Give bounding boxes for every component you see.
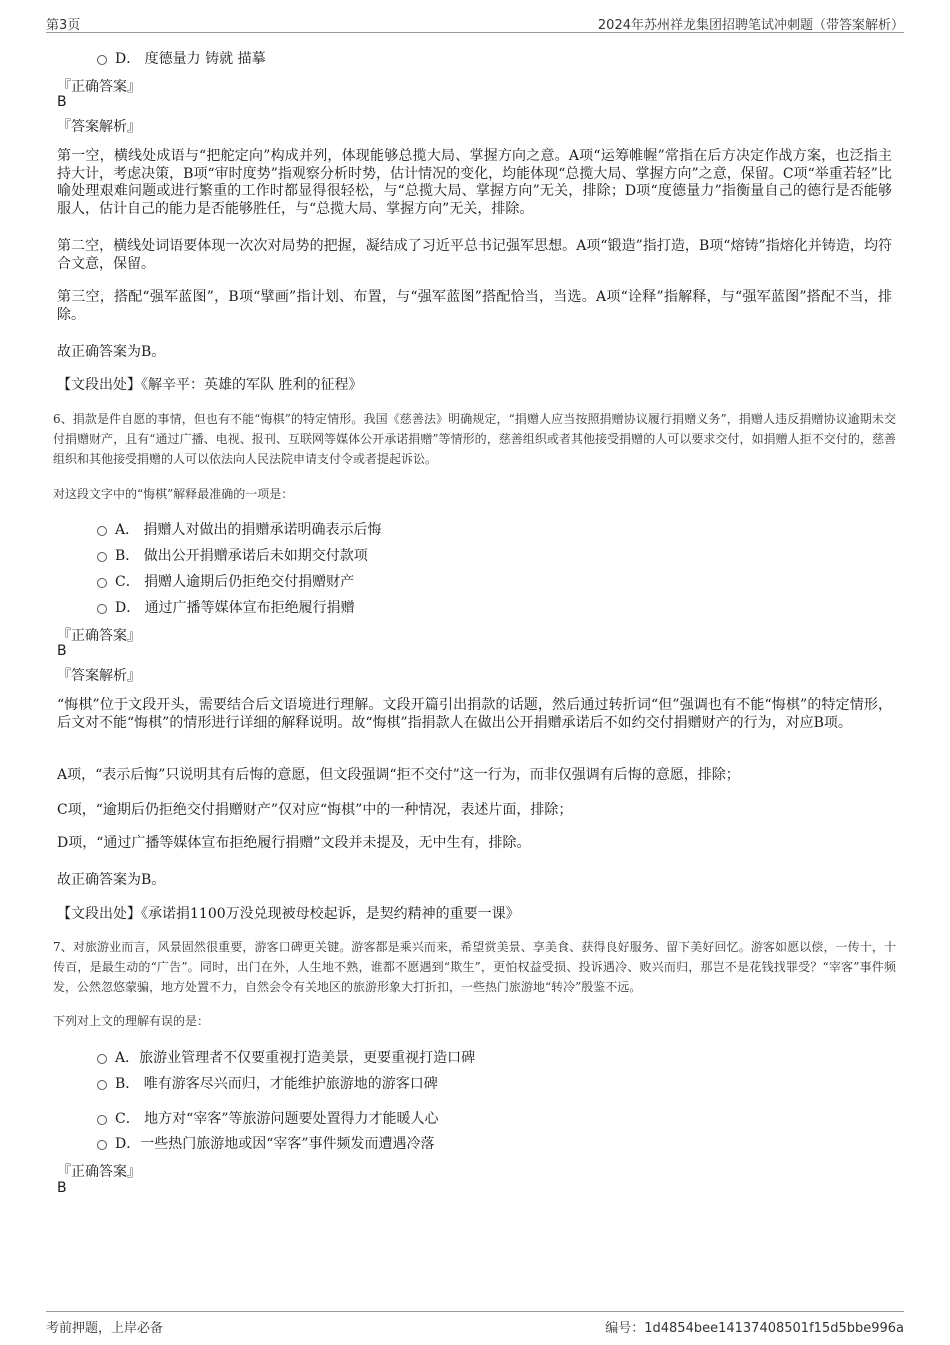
radio-icon[interactable] <box>97 604 107 614</box>
radio-icon[interactable] <box>97 55 107 65</box>
q6-analysis-p4: D项，“通过广播等媒体宣布拒绝履行捐赠”文段并未提及，无中生有，排除。 <box>57 835 531 851</box>
page-footer <box>46 1311 904 1336</box>
q6-analysis-p1: “悔棋”位于文段开头，需要结合后文语境进行理解。文段开篇引出捐款的话题，然后通过转折词“但”强调也有不能“悔棋”的特定情形，后文对不能“悔棋”的情形进行详细的解释说明。故“悔棋”指捐款人在做出公开捐赠承诺后不如约交付捐赠财产的行为，对应B项。 <box>57 697 892 731</box>
q6-analysis-p2: A项，“表示后悔”只说明其有后悔的意愿，但文段强调“拒不交付”这一行为，而非仅强调有后悔的意愿，排除； <box>57 767 740 783</box>
q7-option-c[interactable]: C． 地方对“宰客”等旅游问题要处置得力才能暖人心 <box>97 1108 438 1128</box>
radio-icon[interactable] <box>97 1080 107 1090</box>
q6-answer-label: 『正确答案』 <box>57 628 141 644</box>
radio-icon[interactable] <box>97 1054 107 1064</box>
q7-question: 下列对上文的理解有误的是： <box>53 1014 210 1028</box>
q6-analysis-label: 『答案解析』 <box>57 668 141 684</box>
q5-analysis-p3: 第三空，搭配“强军蓝图”，B项“擘画”指计划、布置，与“强军蓝图”搭配恰当，当选。A项“诠释”指解释，与“强军蓝图”搭配不当，排除。 <box>57 289 892 323</box>
page-header <box>46 12 904 33</box>
q6-answer: B <box>57 643 67 659</box>
radio-icon[interactable] <box>97 526 107 536</box>
q6-option-c[interactable]: C． 捐赠人逾期后仍拒绝交付捐赠财产 <box>97 571 354 591</box>
q6-option-a[interactable]: A． 捐赠人对做出的捐赠承诺明确表示后悔 <box>97 519 382 539</box>
q6-analysis-p3: C项，“逾期后仍拒绝交付捐赠财产”仅对应“悔棋”中的一种情况，表述片面，排除； <box>57 802 573 818</box>
q6-stem: 6、捐款是件自愿的事情，但也有不能“悔棋”的特定情形。我国《慈善法》明确规定，“捐赠人应当按照捐赠协议履行捐赠义务”，捐赠人违反捐赠协议逾期未交付捐赠财产，且有“通过广播、电视、报刊、互联网等媒体公开承诺捐赠”等情形的，慈善组织或者其他接受捐赠的人可以要求交付，如捐赠人拒不交付的，慈善组织和其他接受捐赠的人可以依法向人民法院申请支付令或者提起诉讼。 <box>53 412 896 466</box>
radio-icon[interactable] <box>97 578 107 588</box>
q6-question: 对这段文字中的“悔棋”解释最准确的一项是： <box>53 487 294 501</box>
radio-icon[interactable] <box>97 1115 107 1125</box>
footer-code: 编号：1d4854bee14137408501f15d5bbe996a <box>605 1321 904 1336</box>
q6-source: 【文段出处】《承诺捐1100万没兑现被母校起诉，是契约精神的重要一课》 <box>57 906 520 922</box>
q7-option-b[interactable]: B． 唯有游客尽兴而归，才能维护旅游地的游客口碑 <box>97 1073 438 1093</box>
q6-option-d[interactable]: D． 通过广播等媒体宣布拒绝履行捐赠 <box>97 597 355 617</box>
footer-slogan: 考前押题，上岸必备 <box>46 1321 164 1336</box>
q7-option-d[interactable]: D．一些热门旅游地或因“宰客”事件频发而遭遇冷落 <box>97 1133 435 1153</box>
q5-conclusion: 故正确答案为B。 <box>57 344 166 360</box>
q7-option-a[interactable]: A．旅游业管理者不仅要重视打造美景，更要重视打造口碑 <box>97 1047 475 1067</box>
q6-option-b[interactable]: B． 做出公开捐赠承诺后未如期交付款项 <box>97 545 368 565</box>
radio-icon[interactable] <box>97 552 107 562</box>
q5-answer: B <box>57 94 67 110</box>
q5-source: 【文段出处】《解辛平：英雄的军队 胜利的征程》 <box>57 377 363 393</box>
page-number: 第3页 <box>46 18 81 33</box>
q5-analysis-p2: 第二空，横线处词语要体现一次次对局势的把握，凝结成了习近平总书记强军思想。A项“锻造”指打造，B项“熔铸”指熔化并铸造，均符合文意，保留。 <box>57 238 892 272</box>
q7-answer-label: 『正确答案』 <box>57 1164 141 1180</box>
q7-answer: B <box>57 1180 67 1196</box>
q7-stem: 7、对旅游业而言，风景固然很重要，游客口碑更关键。游客都是乘兴而来，希望赏美景、享美食、获得良好服务、留下美好回忆。游客如愿以偿，一传十，十传百，是最生动的“广告”。同时，出门在外，人生地不熟，谁都不愿遇到“欺生”，更怕权益受损、投诉遇冷、败兴而归，那岂不是花钱找罪受？“宰客”事件频发，公然忽悠蒙骗，地方处置不力，自然会令有关地区的旅游形象大打折扣，一些热门旅游地“转冷”殷鉴不远。 <box>53 940 896 994</box>
document-title: 2024年苏州祥龙集团招聘笔试冲刺题（带答案解析） <box>597 18 904 33</box>
q5-analysis-p1: 第一空，横线处成语与“把舵定向”构成并列，体现能够总揽大局、掌握方向之意。A项“运筹帷幄”常指在后方决定作战方案，也泛指主持大计，考虑决策，B项“审时度势”指观察分析时势，估计情况的变化，均能体现“总揽大局、掌握方向”之意，保留。C项“举重若轻”比喻处理艰难问题或进行繁重的工作时都显得很轻松，与“总揽大局、掌握方向”无关，排除；D项“度德量力”指衡量自己的德行是否能够服人，估计自己的能力是否能够胜任，与“总揽大局、掌握方向”无关，排除。 <box>57 148 892 217</box>
q5-answer-label: 『正确答案』 <box>57 79 141 95</box>
q6-conclusion: 故正确答案为B。 <box>57 872 166 888</box>
q5-option-d[interactable]: D． 度德量力 铸就 描摹 <box>97 48 266 68</box>
radio-icon[interactable] <box>97 1140 107 1150</box>
q5-analysis-label: 『答案解析』 <box>57 119 141 135</box>
